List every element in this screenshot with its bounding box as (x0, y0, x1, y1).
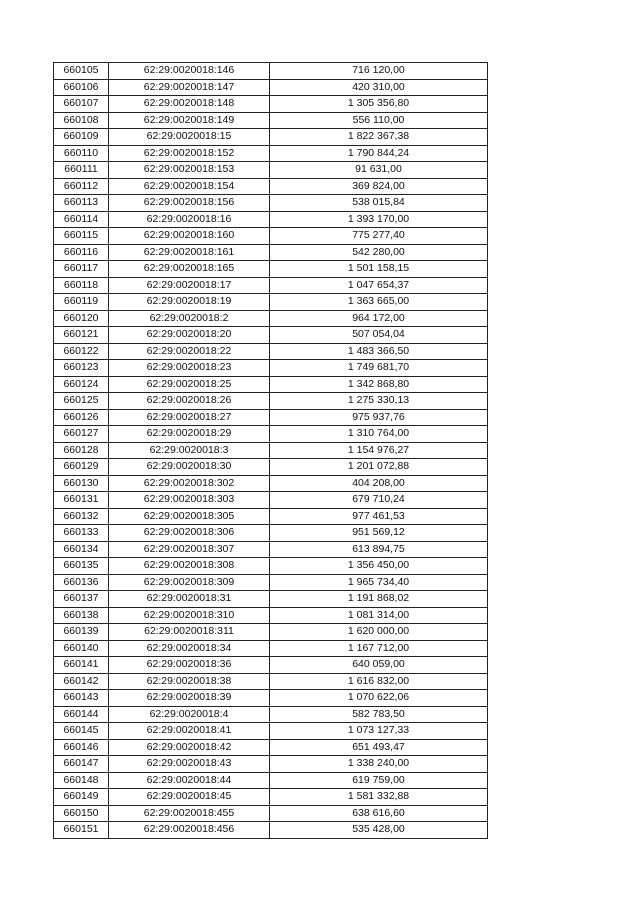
cadastral-value-cell: 1 305 356,80 (270, 96, 488, 113)
row-number-cell: 660112 (54, 178, 109, 195)
cadastral-value-cell: 91 631,00 (270, 162, 488, 179)
row-number-cell: 660132 (54, 508, 109, 525)
cadastral-number-cell: 62:29:0020018:17 (109, 277, 270, 294)
row-number-cell: 660150 (54, 805, 109, 822)
cadastral-number-cell: 62:29:0020018:27 (109, 409, 270, 426)
cadastral-value-cell: 679 710,24 (270, 492, 488, 509)
cadastral-number-cell: 62:29:0020018:15 (109, 129, 270, 146)
row-number-cell: 660108 (54, 112, 109, 129)
cadastral-number-cell: 62:29:0020018:23 (109, 360, 270, 377)
table-row (54, 706, 488, 723)
cadastral-value-cell: 977 461,53 (270, 508, 488, 525)
cadastral-number-cell: 62:29:0020018:2 (109, 310, 270, 327)
cadastral-number-cell: 62:29:0020018:20 (109, 327, 270, 344)
cadastral-number-cell: 62:29:0020018:41 (109, 723, 270, 740)
table-row (54, 475, 488, 492)
cadastral-number-cell: 62:29:0020018:146 (109, 63, 270, 80)
row-number-cell: 660149 (54, 789, 109, 806)
cadastral-value-cell: 1 167 712,00 (270, 640, 488, 657)
table-row (54, 145, 488, 162)
row-number-cell: 660116 (54, 244, 109, 261)
cadastral-value-cell: 582 783,50 (270, 706, 488, 723)
cadastral-number-cell: 62:29:0020018:45 (109, 789, 270, 806)
cadastral-value-cell: 1 393 170,00 (270, 211, 488, 228)
row-number-cell: 660105 (54, 63, 109, 80)
table-row (54, 294, 488, 311)
table-row (54, 624, 488, 641)
table-row (54, 112, 488, 129)
row-number-cell: 660131 (54, 492, 109, 509)
cadastral-value-cell: 542 280,00 (270, 244, 488, 261)
table-row (54, 228, 488, 245)
cadastral-number-cell: 62:29:0020018:42 (109, 739, 270, 756)
table-row (54, 541, 488, 558)
cadastral-value-cell: 1 749 681,70 (270, 360, 488, 377)
cadastral-number-cell: 62:29:0020018:311 (109, 624, 270, 641)
cadastral-value-cell: 964 172,00 (270, 310, 488, 327)
row-number-cell: 660119 (54, 294, 109, 311)
cadastral-number-cell: 62:29:0020018:149 (109, 112, 270, 129)
cadastral-value-cell: 1 338 240,00 (270, 756, 488, 773)
cadastral-number-cell: 62:29:0020018:160 (109, 228, 270, 245)
table-row (54, 310, 488, 327)
row-number-cell: 660141 (54, 657, 109, 674)
cadastral-number-cell: 62:29:0020018:455 (109, 805, 270, 822)
cadastral-value-cell: 1 363 665,00 (270, 294, 488, 311)
table-row (54, 96, 488, 113)
row-number-cell: 660121 (54, 327, 109, 344)
row-number-cell: 660129 (54, 459, 109, 476)
row-number-cell: 660146 (54, 739, 109, 756)
row-number-cell: 660107 (54, 96, 109, 113)
table-row (54, 442, 488, 459)
row-number-cell: 660148 (54, 772, 109, 789)
cadastral-number-cell: 62:29:0020018:25 (109, 376, 270, 393)
row-number-cell: 660127 (54, 426, 109, 443)
cadastral-number-cell: 62:29:0020018:456 (109, 822, 270, 839)
table-row (54, 574, 488, 591)
row-number-cell: 660115 (54, 228, 109, 245)
cadastral-value-cell: 1 047 654,37 (270, 277, 488, 294)
cadastral-value-cell: 1 790 844,24 (270, 145, 488, 162)
row-number-cell: 660117 (54, 261, 109, 278)
row-number-cell: 660151 (54, 822, 109, 839)
document-page (53, 62, 488, 839)
cadastral-value-cell: 1 822 367,38 (270, 129, 488, 146)
row-number-cell: 660118 (54, 277, 109, 294)
cadastral-number-cell: 62:29:0020018:3 (109, 442, 270, 459)
table-row (54, 261, 488, 278)
table-body (54, 63, 488, 839)
cadastral-number-cell: 62:29:0020018:31 (109, 591, 270, 608)
cadastral-number-cell: 62:29:0020018:154 (109, 178, 270, 195)
table-row (54, 327, 488, 344)
cadastral-number-cell: 62:29:0020018:29 (109, 426, 270, 443)
table-row (54, 459, 488, 476)
cadastral-number-cell: 62:29:0020018:26 (109, 393, 270, 410)
cadastral-number-cell: 62:29:0020018:148 (109, 96, 270, 113)
table-row (54, 244, 488, 261)
cadastral-number-cell: 62:29:0020018:30 (109, 459, 270, 476)
cadastral-value-cell: 619 759,00 (270, 772, 488, 789)
cadastral-number-cell: 62:29:0020018:34 (109, 640, 270, 657)
cadastral-number-cell: 62:29:0020018:305 (109, 508, 270, 525)
row-number-cell: 660133 (54, 525, 109, 542)
row-number-cell: 660139 (54, 624, 109, 641)
table-row (54, 129, 488, 146)
row-number-cell: 660113 (54, 195, 109, 212)
row-number-cell: 660125 (54, 393, 109, 410)
cadastral-number-cell: 62:29:0020018:44 (109, 772, 270, 789)
cadastral-number-cell: 62:29:0020018:306 (109, 525, 270, 542)
table-row (54, 360, 488, 377)
table-row (54, 376, 488, 393)
cadastral-value-cell: 404 208,00 (270, 475, 488, 492)
cadastral-value-cell: 1 081 314,00 (270, 607, 488, 624)
cadastral-value-cell: 1 965 734,40 (270, 574, 488, 591)
cadastral-number-cell: 62:29:0020018:307 (109, 541, 270, 558)
cadastral-value-cell: 951 569,12 (270, 525, 488, 542)
row-number-cell: 660114 (54, 211, 109, 228)
cadastral-number-cell: 62:29:0020018:43 (109, 756, 270, 773)
cadastral-value-cell: 1 154 976,27 (270, 442, 488, 459)
row-number-cell: 660123 (54, 360, 109, 377)
cadastral-value-cell: 1 501 158,15 (270, 261, 488, 278)
cadastral-value-cell: 1 483 366,50 (270, 343, 488, 360)
table-row (54, 805, 488, 822)
table-row (54, 211, 488, 228)
row-number-cell: 660126 (54, 409, 109, 426)
table-row (54, 558, 488, 575)
cadastral-number-cell: 62:29:0020018:302 (109, 475, 270, 492)
table-row (54, 591, 488, 608)
cadastral-number-cell: 62:29:0020018:38 (109, 673, 270, 690)
cadastral-value-cell: 1 310 764,00 (270, 426, 488, 443)
cadastral-value-cell: 1 070 622,06 (270, 690, 488, 707)
table-row (54, 772, 488, 789)
row-number-cell: 660120 (54, 310, 109, 327)
cadastral-value-cell: 775 277,40 (270, 228, 488, 245)
cadastral-value-cell: 640 059,00 (270, 657, 488, 674)
row-number-cell: 660135 (54, 558, 109, 575)
table-row (54, 640, 488, 657)
row-number-cell: 660124 (54, 376, 109, 393)
cadastral-number-cell: 62:29:0020018:39 (109, 690, 270, 707)
table-row (54, 508, 488, 525)
cadastral-number-cell: 62:29:0020018:4 (109, 706, 270, 723)
cadastral-number-cell: 62:29:0020018:165 (109, 261, 270, 278)
cadastral-number-cell: 62:29:0020018:310 (109, 607, 270, 624)
cadastral-number-cell: 62:29:0020018:19 (109, 294, 270, 311)
cadastral-number-cell: 62:29:0020018:152 (109, 145, 270, 162)
row-number-cell: 660130 (54, 475, 109, 492)
cadastral-value-cell: 638 616,60 (270, 805, 488, 822)
cadastral-number-cell: 62:29:0020018:161 (109, 244, 270, 261)
cadastral-value-cell: 369 824,00 (270, 178, 488, 195)
cadastral-value-cell: 613 894,75 (270, 541, 488, 558)
row-number-cell: 660147 (54, 756, 109, 773)
table-row (54, 343, 488, 360)
table-row (54, 162, 488, 179)
table-row (54, 195, 488, 212)
cadastral-number-cell: 62:29:0020018:147 (109, 79, 270, 96)
table-row (54, 673, 488, 690)
cadastral-value-cell: 1 201 072,88 (270, 459, 488, 476)
cadastral-value-cell: 1 342 868,80 (270, 376, 488, 393)
cadastral-value-cell: 1 356 450,00 (270, 558, 488, 575)
table-row (54, 277, 488, 294)
row-number-cell: 660144 (54, 706, 109, 723)
table-row (54, 690, 488, 707)
table-row (54, 525, 488, 542)
row-number-cell: 660142 (54, 673, 109, 690)
cadastral-value-cell: 556 110,00 (270, 112, 488, 129)
cadastral-value-cell: 1 073 127,33 (270, 723, 488, 740)
cadastral-value-cell: 538 015,84 (270, 195, 488, 212)
cadastral-value-cell: 507 054,04 (270, 327, 488, 344)
row-number-cell: 660145 (54, 723, 109, 740)
cadastral-number-cell: 62:29:0020018:153 (109, 162, 270, 179)
row-number-cell: 660137 (54, 591, 109, 608)
row-number-cell: 660138 (54, 607, 109, 624)
cadastral-number-cell: 62:29:0020018:16 (109, 211, 270, 228)
cadastral-value-cell: 1 581 332,88 (270, 789, 488, 806)
cadastral-value-cell: 535 428,00 (270, 822, 488, 839)
table-row (54, 607, 488, 624)
table-row (54, 63, 488, 80)
cadastral-value-cell: 1 620 000,00 (270, 624, 488, 641)
table-row (54, 492, 488, 509)
row-number-cell: 660109 (54, 129, 109, 146)
cadastral-value-cell: 716 120,00 (270, 63, 488, 80)
cadastral-value-cell: 1 191 868,02 (270, 591, 488, 608)
cadastral-value-cell: 420 310,00 (270, 79, 488, 96)
table-row (54, 426, 488, 443)
cadastral-number-cell: 62:29:0020018:36 (109, 657, 270, 674)
table-row (54, 756, 488, 773)
cadastral-number-cell: 62:29:0020018:309 (109, 574, 270, 591)
row-number-cell: 660122 (54, 343, 109, 360)
row-number-cell: 660140 (54, 640, 109, 657)
table-row (54, 723, 488, 740)
cadastral-number-cell: 62:29:0020018:303 (109, 492, 270, 509)
table-row (54, 822, 488, 839)
row-number-cell: 660134 (54, 541, 109, 558)
table-row (54, 178, 488, 195)
cadastral-value-cell: 651 493,47 (270, 739, 488, 756)
cadastral-number-cell: 62:29:0020018:308 (109, 558, 270, 575)
row-number-cell: 660136 (54, 574, 109, 591)
table-row (54, 789, 488, 806)
row-number-cell: 660111 (54, 162, 109, 179)
cadastral-value-cell: 1 275 330,13 (270, 393, 488, 410)
cadastral-value-cell: 975 937,76 (270, 409, 488, 426)
cadastral-value-table (53, 62, 488, 839)
row-number-cell: 660143 (54, 690, 109, 707)
table-row (54, 739, 488, 756)
table-row (54, 393, 488, 410)
table-row (54, 657, 488, 674)
row-number-cell: 660128 (54, 442, 109, 459)
cadastral-number-cell: 62:29:0020018:156 (109, 195, 270, 212)
cadastral-number-cell: 62:29:0020018:22 (109, 343, 270, 360)
row-number-cell: 660106 (54, 79, 109, 96)
row-number-cell: 660110 (54, 145, 109, 162)
cadastral-value-cell: 1 616 832,00 (270, 673, 488, 690)
table-row (54, 409, 488, 426)
table-row (54, 79, 488, 96)
